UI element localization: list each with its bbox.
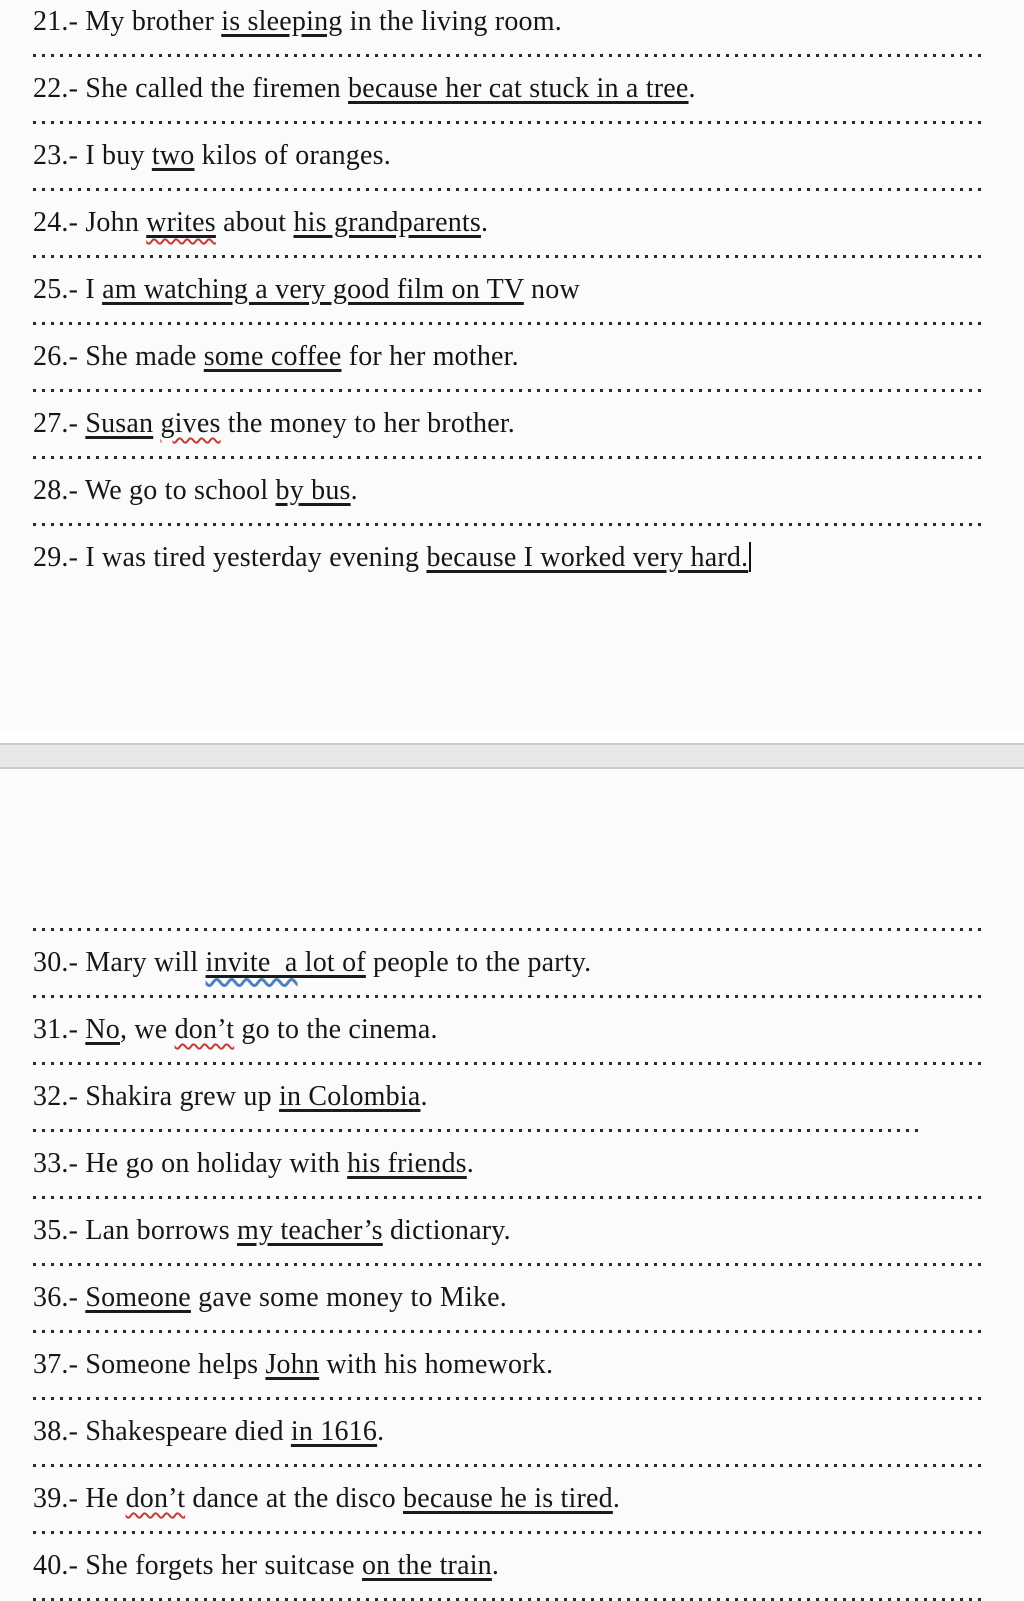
sentence-text: dance at the disco [185, 1483, 403, 1514]
sentence-item [33, 947, 986, 979]
sentence-text: . [350, 475, 358, 506]
answer-dotted-line [33, 1531, 986, 1534]
answer-dotted-line [33, 188, 986, 191]
sentence-text: dictionary. [382, 1215, 511, 1246]
answer-dotted-line [33, 255, 986, 258]
answer-dotted-line [33, 1397, 986, 1400]
sentence-text: . [377, 1416, 385, 1447]
answer-dotted-line [33, 322, 986, 325]
answer-dotted-line [33, 995, 986, 998]
sentence-text: , we [119, 1014, 175, 1045]
sentence-item [33, 207, 986, 239]
sentence-item [33, 475, 986, 507]
sentence-text: We go to school [84, 475, 276, 506]
sentence-item [33, 1550, 986, 1582]
underlined-text: his friends [347, 1148, 467, 1179]
sentence-text: now [523, 274, 580, 305]
sentence-text: . [612, 1483, 621, 1514]
sentence-text: for her mother. [341, 341, 519, 372]
sentence-item [33, 1215, 986, 1247]
sentence-text: . [420, 1081, 428, 1112]
sentence-text: My brother [85, 6, 222, 37]
underlined-text: is sleeping [221, 6, 343, 37]
page-margin-gap [33, 769, 986, 928]
underlined-text: because I worked very hard. [426, 542, 749, 573]
underlined-text: am watching a very good film on TV [102, 274, 524, 305]
sentence-text: I buy [85, 140, 152, 171]
sentence-number: 37.- [33, 1349, 86, 1380]
sentence-number: 38.- [33, 1416, 86, 1447]
sentence-text: He [85, 1483, 126, 1514]
answer-dotted-line [33, 1330, 986, 1333]
sentence-number: 23.- [33, 140, 86, 171]
underlined-text: in 1616 [290, 1416, 378, 1447]
sentence-item [33, 73, 986, 105]
underlined-text: on the train [361, 1550, 492, 1581]
answer-dotted-line [33, 1129, 923, 1132]
answer-dotted-line [33, 121, 986, 124]
sentence-text: the money to her brother. [220, 408, 516, 439]
sentence-item [33, 408, 986, 440]
sentence-item [33, 1349, 986, 1381]
spellcheck-flagged-word: don’t [125, 1483, 186, 1514]
sentence-text: . [688, 73, 696, 104]
sentence-item [33, 140, 986, 172]
sentence-number: 21.- [33, 6, 86, 37]
sentence-number: 39.- [33, 1483, 86, 1514]
page-break [0, 731, 1024, 769]
answer-dotted-line [33, 523, 986, 526]
sentence-number: 27.- [33, 408, 86, 439]
grammar-flagged-phrase: invite a [205, 947, 298, 978]
sentence-text: Shakira grew up [85, 1081, 280, 1112]
sentence-number: 31.- [33, 1014, 86, 1045]
sentence-text: in the living room. [342, 6, 562, 37]
answer-dotted-line [33, 928, 986, 931]
sentence-item [33, 274, 986, 306]
sentence-item [33, 1282, 986, 1314]
answer-dotted-line [33, 389, 986, 392]
underlined-text: some coffee [203, 341, 342, 372]
underlined-text: Susan [85, 408, 154, 439]
underlined-text: by bus [275, 475, 351, 506]
sentence-number: 30.- [33, 947, 86, 978]
spellcheck-flagged-word: don’t [174, 1014, 235, 1045]
sentence-text: Shakespeare died [85, 1416, 291, 1447]
sentence-text: Mary will [85, 947, 206, 978]
answer-dotted-line [33, 456, 986, 459]
sentence-text: She made [85, 341, 204, 372]
sentence-text: I was tired yesterday evening [85, 542, 427, 573]
sentence-text: John [85, 207, 147, 238]
sentence-text: She called the firemen [85, 73, 349, 104]
answer-dotted-line [33, 1062, 986, 1065]
underlined-text: Someone [85, 1282, 191, 1313]
sentence-text: go to the cinema. [234, 1014, 438, 1045]
answer-dotted-line [33, 1196, 986, 1199]
underlined-text: John [265, 1349, 320, 1380]
sentence-text: gave some money to Mike. [190, 1282, 507, 1313]
sentence-number: 28.- [33, 475, 85, 506]
sentence-number: 40.- [33, 1550, 86, 1581]
underlined-text: my teacher’s [237, 1215, 383, 1246]
sentence-text: Someone helps [85, 1349, 266, 1380]
text-cursor [749, 542, 751, 572]
sentence-number: 26.- [33, 341, 86, 372]
answer-dotted-line [33, 1263, 986, 1266]
sentence-text: He go on holiday with [85, 1148, 348, 1179]
sentence-text: . [466, 1148, 474, 1179]
sentence-text: kilos of oranges. [194, 140, 391, 171]
underlined-text [206, 947, 298, 978]
sentence-number: 35.- [33, 1215, 86, 1246]
sentence-number: 25.- [33, 274, 86, 305]
sentence-number: 22.- [33, 73, 86, 104]
answer-dotted-line [33, 1464, 986, 1467]
sentence-number: 36.- [33, 1282, 86, 1313]
spellcheck-flagged-word: writes [146, 207, 216, 238]
sentence-number: 24.- [33, 207, 86, 238]
sentence-item [33, 1416, 986, 1448]
underlined-text: lot of [297, 947, 366, 978]
sentence-text: I [85, 274, 103, 305]
underlined-text [146, 207, 216, 238]
sentence-text: Lan borrows [85, 1215, 238, 1246]
sentence-text: She forgets her suitcase [85, 1550, 362, 1581]
answer-dotted-line [33, 54, 986, 57]
page-break-band [0, 743, 1024, 769]
page-bottom-edge [0, 731, 1024, 743]
spellcheck-flagged-word: gives [160, 408, 221, 439]
sentence-number: 29.- [33, 542, 86, 573]
sentence-item [33, 6, 986, 38]
sentence-item [33, 1014, 986, 1046]
underlined-text: two [151, 140, 195, 171]
underlined-text: No [85, 1014, 120, 1045]
sentence-item [33, 1081, 986, 1113]
page-margin-gap [33, 590, 986, 731]
sentence-item [33, 1483, 986, 1515]
sentence-text: about [215, 207, 294, 238]
sentence-number: 33.- [33, 1148, 86, 1179]
underlined-text: because he is tired [403, 1483, 613, 1514]
sentence-text: . [491, 1550, 500, 1581]
sentence-text: . [480, 207, 489, 238]
sentence-number: 32.- [33, 1081, 86, 1112]
underlined-text: because her cat stuck in a tree [348, 73, 689, 104]
sentence-text: people to the party. [365, 947, 592, 978]
sentence-text: with his homework. [319, 1349, 554, 1380]
underlined-text: his grandparents [293, 207, 481, 238]
sentence-item [33, 341, 986, 373]
sentence-item [33, 542, 986, 574]
underlined-text: in Colombia [279, 1081, 421, 1112]
sentence-item [33, 1148, 986, 1180]
